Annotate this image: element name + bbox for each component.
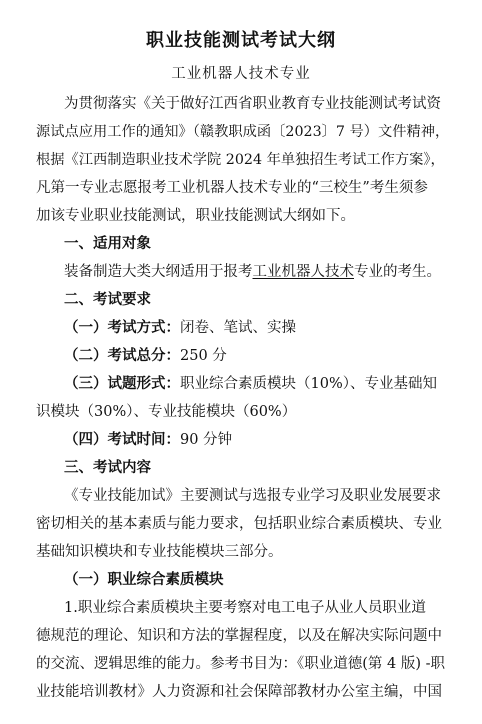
section-heading-requirements: 二、考试要求 [64,291,151,308]
section-heading-content: 三、考试内容 [64,459,151,476]
quality-line: 的交流、逻辑思维的能力。参考书目为：《职业道德(第 4 版) -职 [36,656,446,672]
quality-line: 1.职业综合素质模块主要考察对电工电子从业人员职业道 [64,600,426,616]
intro-line: 加该专业职业技能测试，职业技能测试大纲如下。 [36,208,355,224]
content-line: 密切相关的基本素质与能力要求，包括职业综合素质模块、专业 [36,516,442,532]
quality-line: 业技能培训教材》人力资源和社会保障部教材办公室主编，中国 [36,684,442,700]
intro-line: 为贯彻落实《关于做好江西省职业教育专业技能测试考试资 [64,96,441,112]
intro-line: 根据《江西制造职业技术学院 2024 年单独招生考试工作方案》， [36,152,445,168]
quality-line: 德规范的理论、知识和方法的掌握程度，以及在解决实际问题中 [36,628,442,644]
exam-time: （四）考试时间：90 分钟 [64,431,233,448]
exam-score: （二）考试总分：250 分 [64,347,227,364]
content-line: 《专业技能加试》主要测试与选报专业学习及职业发展要求 [64,488,441,504]
intro-line: 源试点应用工作的通知》（赣教职成函〔2023〕7 号）文件精神， [36,124,450,140]
section-heading-applicable: 一、适用对象 [64,235,151,252]
section1-text: 装备制造大类大纲适用于报考工业机器人技术专业的考生。 [64,264,441,280]
document-title: 职业技能测试考试大纲 [146,30,336,51]
exam-form-cont: 识模块（30%）、专业技能模块（60%） [36,404,297,420]
exam-method: （一）考试方式：闭卷、笔试、实操 [64,319,296,336]
subsection-heading-quality: （一）职业综合素质模块 [64,571,224,588]
document-subtitle: 工业机器人技术专业 [171,66,311,82]
major-name-underlined: 工业机器人技术 [252,264,354,280]
content-line: 基础知识模块和专业技能模块三部分。 [36,544,283,560]
exam-form: （三）试题形式：职业综合素质模块（10%）、专业基础知 [64,375,437,392]
intro-line: 凡第一专业志愿报考工业机器人技术专业的“三校生”考生须参 [36,180,428,196]
